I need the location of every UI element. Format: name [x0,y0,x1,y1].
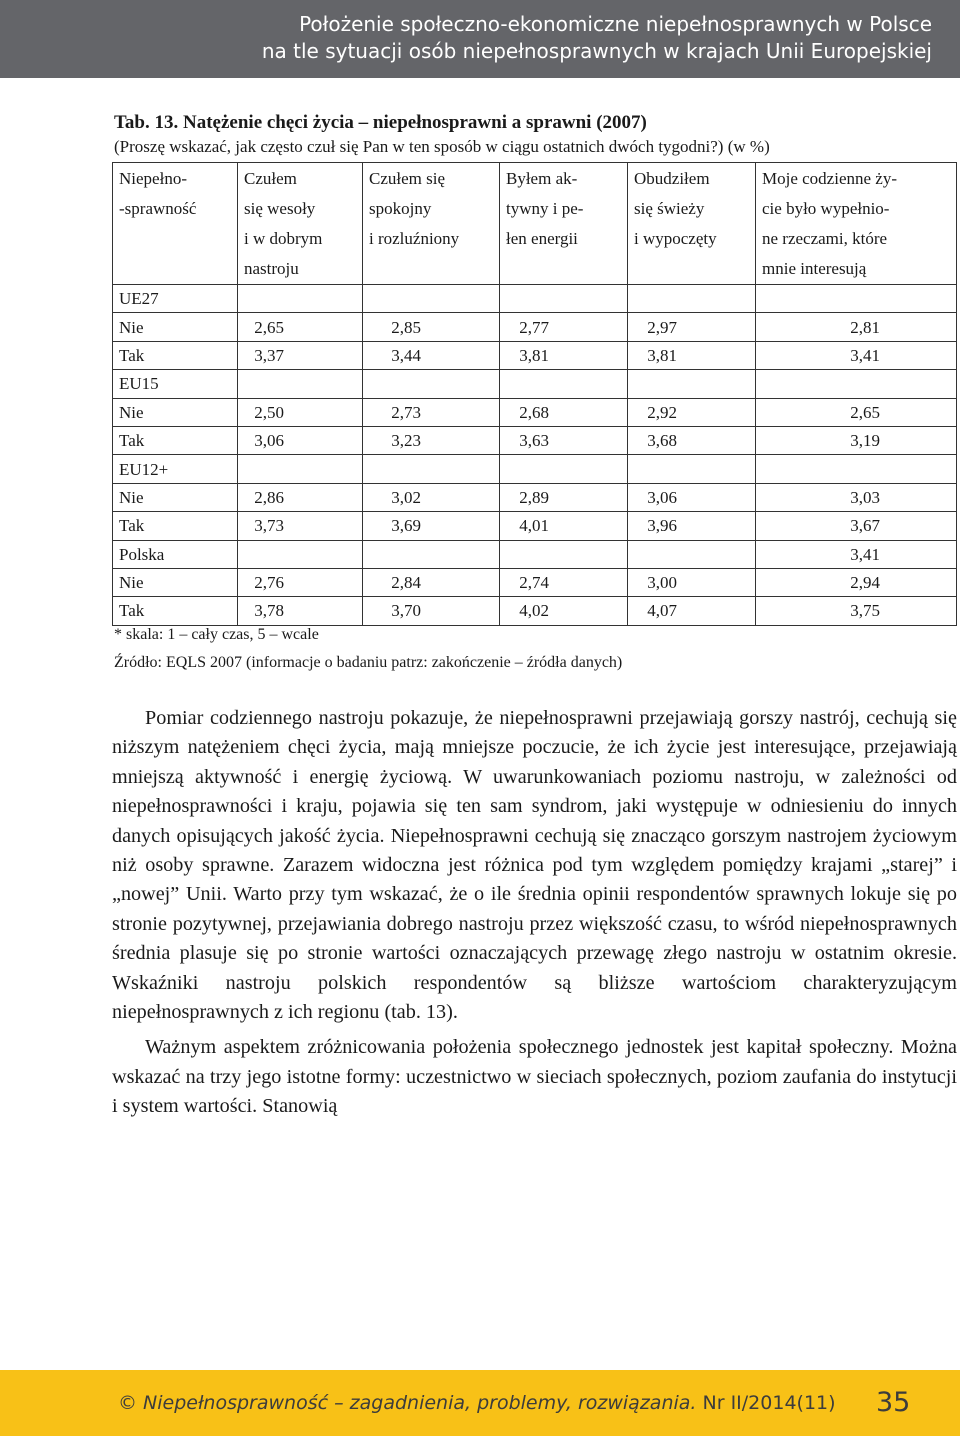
value-cell: 4,02 [500,597,628,625]
row-label-cell: Nie [113,483,238,511]
row-label-cell: Nie [113,313,238,341]
table-row [113,483,957,511]
value-cell [628,455,756,483]
scale-note: * skala: 1 – cały czas, 5 – wcale [114,626,319,643]
body-text [112,704,957,1122]
running-header-line-2: na tle sytuacji osób niepełnosprawnych w krajach Unii Europejskiej [261,39,932,63]
value-cell [500,285,628,313]
value-cell [363,455,500,483]
value-cell [363,370,500,398]
running-header [0,0,960,78]
value-cell: 3,63 [500,426,628,454]
value-cell [628,370,756,398]
row-label-cell: Tak [113,512,238,540]
value-cell: 2,84 [363,568,500,596]
value-cell: 2,89 [500,483,628,511]
table-row [113,370,957,398]
value-cell: 2,77 [500,313,628,341]
table-row [113,285,957,313]
value-cell: 3,68 [628,426,756,454]
row-label-cell: Tak [113,597,238,625]
row-label-cell: Tak [113,341,238,369]
value-cell: 3,03 [756,483,957,511]
journal-title: Niepełnosprawność – zagadnienia, problemy, rozwiązania. [143,1392,697,1414]
table-body [113,285,957,626]
value-cell [238,540,363,568]
table-notes [114,621,622,677]
row-label-cell: EU12+ [113,455,238,483]
value-cell: 2,94 [756,568,957,596]
row-label-cell: Tak [113,426,238,454]
value-cell [500,455,628,483]
value-cell [756,285,957,313]
value-cell: 3,67 [756,512,957,540]
table-title: Tab. 13. Natężenie chęci życia – niepełnosprawni a sprawni (2007) [114,112,647,133]
value-cell: 2,86 [238,483,363,511]
value-cell [363,285,500,313]
row-label-cell: Polska [113,540,238,568]
value-cell: 2,97 [628,313,756,341]
value-cell [628,285,756,313]
column-header-calm: Czułem się spokojny i rozluźniony [363,163,500,285]
page-number: 35 [876,1387,911,1418]
value-cell: 3,41 [756,341,957,369]
table-row [113,313,957,341]
value-cell: 3,75 [756,597,957,625]
value-cell: 3,69 [363,512,500,540]
value-cell: 2,74 [500,568,628,596]
footer-citation [118,1392,836,1414]
column-header-cheerful: Czułem się wesoły i w dobrym nastroju [238,163,363,285]
value-cell: 3,37 [238,341,363,369]
value-cell [628,540,756,568]
value-cell [238,285,363,313]
value-cell: 3,96 [628,512,756,540]
table-row [113,512,957,540]
value-cell: 3,23 [363,426,500,454]
column-header-interesting-life: Moje codzienne ży- cie było wypełnio- ne rzeczami, które mnie interesują [756,163,957,285]
value-cell: 3,06 [628,483,756,511]
value-cell: 3,81 [500,341,628,369]
column-header-disability: Niepełno- -sprawność [113,163,238,285]
value-cell: 3,73 [238,512,363,540]
value-cell [500,540,628,568]
value-cell [756,370,957,398]
value-cell: 3,02 [363,483,500,511]
table-row [113,568,957,596]
value-cell: 2,65 [238,313,363,341]
value-cell: 3,78 [238,597,363,625]
row-label-cell: EU15 [113,370,238,398]
paragraph: Ważnym aspektem zróżnicowania położenia społecznego jednostek jest kapitał społeczny. Można wskazać na trzy jego istotne formy: uczestnictwo w sieciach społecznych, poziom zaufania do instytucji i system wartości. Stanowią [112,1036,957,1118]
value-cell: 3,81 [628,341,756,369]
value-cell [756,455,957,483]
value-cell: 3,44 [363,341,500,369]
value-cell: 2,68 [500,398,628,426]
value-cell [238,455,363,483]
table-row [113,540,957,568]
value-cell: 3,70 [363,597,500,625]
table-caption [114,110,954,159]
value-cell [363,540,500,568]
table-subtitle: (Proszę wskazać, jak często czuł się Pan w ten sposób w ciągu ostatnich dwóch tygodni?) (w %) [114,137,770,156]
value-cell: 3,19 [756,426,957,454]
data-table [112,162,957,626]
value-cell: 3,00 [628,568,756,596]
running-header-line-1: Położenie społeczno-ekonomiczne niepełnosprawnych w Polsce [299,12,932,36]
value-cell: 2,73 [363,398,500,426]
table-row [113,455,957,483]
value-cell: 2,92 [628,398,756,426]
table-row [113,341,957,369]
value-cell: 3,41 [756,540,957,568]
copyright-symbol: © [118,1392,137,1414]
paragraph: Pomiar codziennego nastroju pokazuje, że niepełnosprawni przejawiają gorszy nastrój, cechują się niższym natężeniem chęci życia, mają mniejsze poczucie, że ich życie jest interesujące, przejawiają mniejszą aktywność i energię życiową. W uwarunkowaniach poziomu nastroju, w zależności od niepełnosprawności i kraju, pojawia się ten sam syndrom, jaki występuje w odniesieniu do innych danych opisujących jakość życia. Niepełnosprawni cechują się znacząco gorszym nastrojem życiowym niż osoby sprawne. Zarazem widoczna jest różnica pod tym względem pomiędzy krajami „starej” i „nowej” Unii. Warto przy tym wskazać, że o ile średnia opinii respondentów sprawnych lokuje się po stronie pozytywnej, przejawiania dobrego nastroju przez większość czasu, to wśród niepełnosprawnych średnia plasuje się po stronie wartości oznaczających przewagę złego nastroju w ostatnim okresie. Wskaźniki nastroju polskich respondentów są bliższe wartościom charakteryzującym niepełnosprawnych z ich regionu (tab. 13). [112,707,957,1024]
value-cell: 4,01 [500,512,628,540]
value-cell [500,370,628,398]
column-header-active: Byłem ak- tywny i pe- łen energii [500,163,628,285]
value-cell: 2,81 [756,313,957,341]
value-cell [238,370,363,398]
footer-bar [0,1370,960,1436]
journal-issue: Nr II/2014(11) [702,1392,836,1414]
value-cell: 2,65 [756,398,957,426]
value-cell: 2,85 [363,313,500,341]
row-label-cell: Nie [113,398,238,426]
table-header-row [113,163,957,285]
value-cell: 2,50 [238,398,363,426]
row-label-cell: Nie [113,568,238,596]
value-cell: 2,76 [238,568,363,596]
column-header-rested: Obudziłem się świeży i wypoczęty [628,163,756,285]
value-cell: 4,07 [628,597,756,625]
table-row [113,426,957,454]
table-row [113,398,957,426]
source-note: Źródło: EQLS 2007 (informacje o badaniu patrz: zakończenie – źródła danych) [114,654,623,671]
row-label-cell: UE27 [113,285,238,313]
value-cell: 3,06 [238,426,363,454]
